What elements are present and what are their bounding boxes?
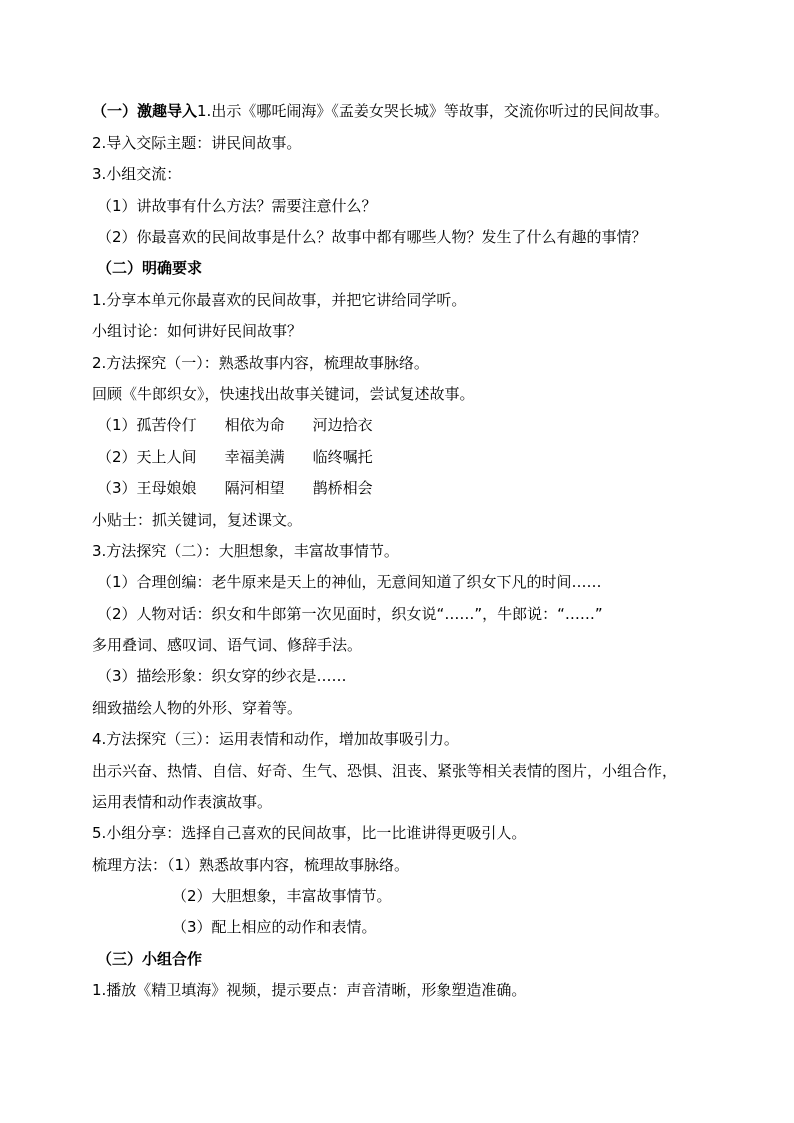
line-3: 3.小组交流： (92, 165, 182, 183)
keyword: 鹊桥相会 (312, 479, 373, 497)
section-heading-3: （三）小组合作 (97, 950, 203, 968)
keyword-row-2 (97, 447, 373, 467)
line-5: （2）你最喜欢的民间故事是什么？故事中都有哪些人物？发生了什么有趣的事情？ (97, 228, 647, 246)
line-23: 运用表情和动作表演故事。 (92, 793, 273, 811)
section-heading-1: （一）激趣导入 (92, 102, 198, 120)
line-text: 1.出示《哪吒闹海》《孟姜女哭长城》等故事，交流你听过的民间故事。 (197, 102, 669, 120)
line-18: 多用叠词、感叹词、语气词、修辞手法。 (92, 636, 363, 654)
keyword: 临终嘱托 (312, 448, 373, 466)
line-24: 5.小组分享：选择自己喜欢的民间故事，比一比谁讲得更吸引人。 (92, 824, 527, 842)
keyword-row-3 (97, 478, 373, 498)
keyword: 王母娘娘 (136, 479, 197, 497)
keyword-row-1 (97, 415, 373, 435)
line-9: 2.方法探究（一）：熟悉故事内容，梳理故事脉络。 (92, 354, 429, 372)
section-heading-2: （二）明确要求 (97, 259, 203, 277)
line-25: 梳理方法：（1）熟悉故事内容，梳理故事脉络。 (92, 856, 410, 874)
keyword: 孤苦伶仃 (136, 416, 197, 434)
keyword-num: （1） (97, 416, 137, 434)
keyword: 隔河相望 (224, 479, 285, 497)
keyword: 相依为命 (224, 416, 285, 434)
line-15: 3.方法探究（二）：大胆想象，丰富故事情节。 (92, 542, 399, 560)
keyword-num: （2） (97, 448, 137, 466)
line-27: （3）配上相应的动作和表情。 (172, 918, 377, 936)
line-1 (92, 101, 669, 121)
line-22: 出示兴奋、热情、自信、好奇、生气、恐惧、沮丧、紧张等相关表情的图片，小组合作， (92, 762, 678, 780)
line-16: （1）合理创编：老牛原来是天上的神仙，无意间知道了织女下凡的时间…… (97, 573, 602, 591)
line-21: 4.方法探究（三）：运用表情和动作，增加故事吸引力。 (92, 730, 459, 748)
line-29: 1.播放《精卫填海》视频，提示要点：声音清晰，形象塑造准确。 (92, 981, 527, 999)
keyword-num: （3） (97, 479, 137, 497)
line-8: 小组讨论：如何讲好民间故事？ (92, 322, 303, 340)
line-26: （2）大胆想象，丰富故事情节。 (172, 887, 392, 905)
line-17: （2）人物对话：织女和牛郎第一次见面时，织女说“……”，牛郎说：“……” (97, 605, 603, 623)
keyword: 天上人间 (136, 448, 197, 466)
keyword: 河边拾衣 (312, 416, 373, 434)
line-7: 1.分享本单元你最喜欢的民间故事，并把它讲给同学听。 (92, 291, 467, 309)
line-10: 回顾《牛郎织女》，快速找出故事关键词，尝试复述故事。 (92, 385, 475, 403)
keyword: 幸福美满 (224, 448, 285, 466)
line-4: （1）讲故事有什么方法？需要注意什么？ (97, 197, 377, 215)
line-2: 2.导入交际主题：讲民间故事。 (92, 134, 302, 152)
line-19: （3）描绘形象：织女穿的纱衣是…… (97, 667, 347, 685)
line-20: 细致描绘人物的外形、穿着等。 (92, 699, 303, 717)
line-14: 小贴士：抓关键词，复述课文。 (92, 511, 303, 529)
